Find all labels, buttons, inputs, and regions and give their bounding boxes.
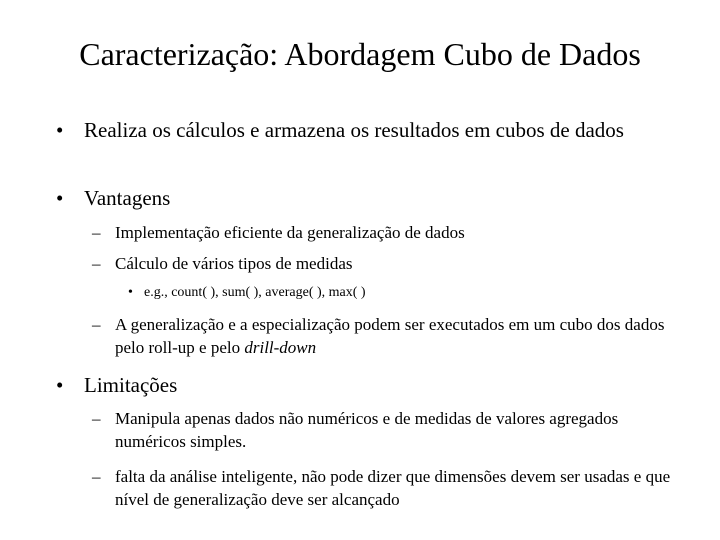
dash-icon: – xyxy=(92,409,101,428)
sub-item-generalizacao xyxy=(92,313,692,359)
sub-item-text: Cálculo de vários tipos de medidas xyxy=(115,254,353,273)
bullet-text: Realiza os cálculos e armazena os resultados em cubos de dados xyxy=(84,118,624,142)
slide-title: Caracterização: Abordagem Cubo de Dados xyxy=(79,36,641,72)
sub-item-text-main: A generalização e a especialização podem ser executados em um cubo dos dados pelo roll-up e pelo xyxy=(115,315,665,357)
bullet-item-vantagens xyxy=(56,185,676,212)
bullet-item-limitacoes xyxy=(56,372,676,399)
bullet-icon: • xyxy=(56,118,64,142)
sub-item-text-emphasis: drill-down xyxy=(244,338,317,357)
dash-icon: – xyxy=(92,315,101,334)
bullet-text: Limitações xyxy=(84,373,178,397)
bullet-icon: • xyxy=(56,186,64,210)
sub-item-text: Implementação eficiente da generalização de dados xyxy=(115,223,465,242)
dash-icon: – xyxy=(92,467,101,486)
sub-item-falta xyxy=(92,465,692,511)
sub-item-manipula xyxy=(92,407,692,453)
sub-sub-item-example xyxy=(128,284,608,302)
sub-item-text: Manipula apenas dados não numéricos e de medidas de valores agregados numéricos simples. xyxy=(115,409,619,451)
dash-icon: – xyxy=(92,223,101,242)
sub-item-text xyxy=(115,313,692,359)
bullet-text: Vantagens xyxy=(84,186,171,210)
sub-item-implementacao xyxy=(92,221,692,244)
dash-icon: – xyxy=(92,254,101,273)
sub-sub-item-text: e.g., count( ), sum( ), average( ), max( ) xyxy=(144,285,366,300)
bullet-icon: • xyxy=(128,285,133,300)
bullet-icon: • xyxy=(56,373,64,397)
sub-item-calculo xyxy=(92,252,692,275)
bullet-item-realiza xyxy=(56,117,676,144)
sub-item-text: falta da análise inteligente, não pode dizer que dimensões devem ser usadas e que nível de generalização deve ser alcançado xyxy=(115,467,671,509)
